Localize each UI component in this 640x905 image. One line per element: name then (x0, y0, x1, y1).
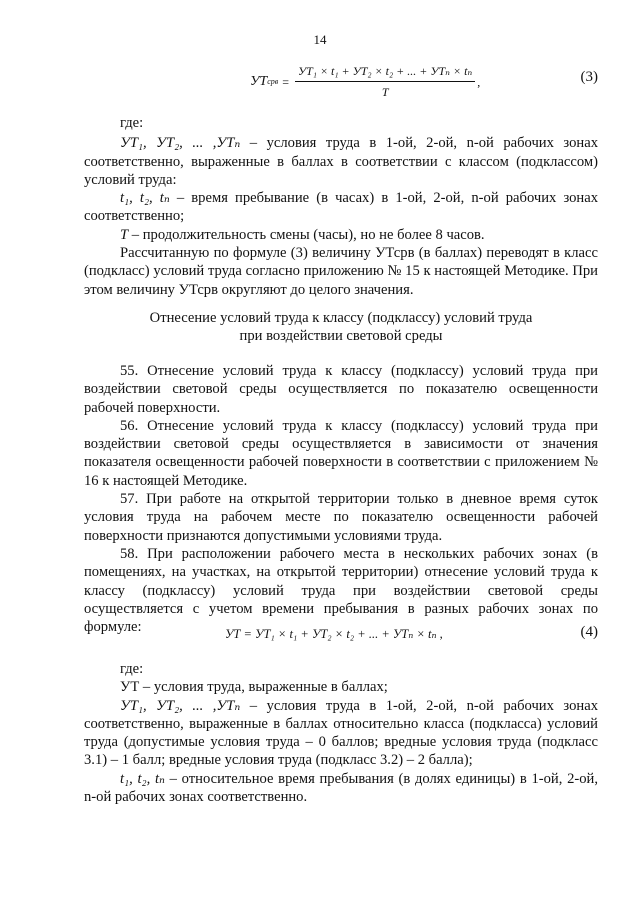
formula-3-lhs: УТ (250, 73, 268, 89)
paragraph-57: 57. При работе на открытой территории только в дневное время суток условия труда на рабочем месте по показателю освещенности рабочей поверхности признаются допустимыми условиями труда. (84, 491, 598, 544)
where-ut-text-2: – условия труда в 1-ой, 2-ой, n-ой рабочих зонах соответственно, выраженные в баллах относительно класса (подкласса) условий труда (допустимые условия труда – 0 баллов; вредные условия труда (подкласс 3.1) – 1 балл; вредные условия труда (подкласс 3.2) – 2 балла); (84, 697, 598, 769)
where-t-terms-2: t₁, t₂, tₙ (120, 770, 165, 787)
where-label-2: где: (120, 661, 144, 677)
section-heading-line-2: при воздействии световой среды (239, 328, 443, 345)
where-ut-definition-1 (84, 134, 598, 189)
where-ut-def-2: УТ – условия труда, выраженные в баллах; (120, 679, 388, 696)
where-t-text-2: – относительное время пребывания (в долях единицы) в 1-ой, 2-ой, n-ой рабочих зонах соответственно. (84, 770, 598, 806)
formula-3-equals: = (282, 74, 290, 89)
formula-4: УТ = УТ₁ × t₁ + УТ₂ × t₂ + ... + УТₙ × tₙ , (225, 627, 443, 641)
where-t-definition-2 (84, 770, 598, 807)
formula-3 (250, 62, 480, 102)
where-T-text-1: – продолжительность смены (часы), но не более 8 часов. (128, 226, 485, 243)
paragraph-56: 56. Отнесение условий труда к классу (подклассу) условий труда при воздействии световой среды осуществляется в зависимости от значения показателя освещенности рабочей поверхности в соответствии с приложением № 16 к настоящей Методике. (84, 417, 598, 489)
formula-3-row (0, 60, 640, 100)
where-T-definition-1 (84, 226, 598, 244)
section-heading (84, 309, 598, 346)
where-ut-text-1: – условия труда в 1-ой, 2-ой, n-ой рабочих зонах соответственно, выраженные в баллах в соответствии с классом (подклассом) условий труда: (84, 135, 598, 188)
paragraph-58: 58. При расположении рабочего места в нескольких рабочих зонах (в помещениях, на участках, на открытой территории) отнесение условий труда к классу (подклассу) условий труда при воздействии световой среды осуществляется с учетом времени пребывания в разных рабочих зонах по формуле: (84, 545, 598, 636)
calculation-paragraph: Рассчитанную по формуле (3) величину УТсрв (в баллах) переводят в класс (подкласс) условий труда согласно приложению № 15 к настоящей Методике. При этом величину УТсрв округляют до целого значения. (84, 245, 598, 298)
where-t-definition-1 (84, 189, 598, 226)
where-ut-definition-2 (84, 697, 598, 770)
formula-4-row (0, 622, 640, 646)
formula-3-fraction (295, 62, 475, 102)
section-heading-line-1: Отнесение условий труда к классу (подклассу) условий труда (149, 310, 533, 326)
formula-4-number: (4) (580, 624, 598, 640)
where-label-1: где: (120, 115, 144, 131)
where-t-text-1: – время пребывание (в часах) в 1-ой, 2-ой, n-ой рабочих зонах соответственно; (84, 190, 598, 225)
where-t-terms-1: t₁, t₂, tₙ (120, 190, 170, 207)
page-number: 14 (313, 32, 327, 47)
where-ut-terms-2: УТ₁, УТ₂, ... ,УТₙ (120, 697, 241, 714)
paragraph-55: 55. Отнесение условий труда к классу (подклассу) условий труда при воздействии световой среды осуществляется по показателю освещенности рабочей поверхности. (84, 363, 598, 416)
where-ut-terms-1: УТ₁, УТ₂, ... ,УТₙ (120, 135, 241, 152)
formula-3-lhs-sub: срв (267, 76, 279, 86)
where-block-2 (84, 660, 598, 806)
formula-3-tail: , (477, 74, 481, 89)
where-T-term-1: T (120, 226, 129, 243)
where-block-1 (84, 114, 598, 299)
formula-3-denominator: T (381, 85, 389, 100)
formula-3-number: (3) (580, 69, 598, 85)
formula-3-numerator: УТ₁ × t₁ + УТ₂ × t₂ + ... + УТₙ × tₙ (295, 62, 475, 82)
paragraphs-block (84, 362, 598, 636)
